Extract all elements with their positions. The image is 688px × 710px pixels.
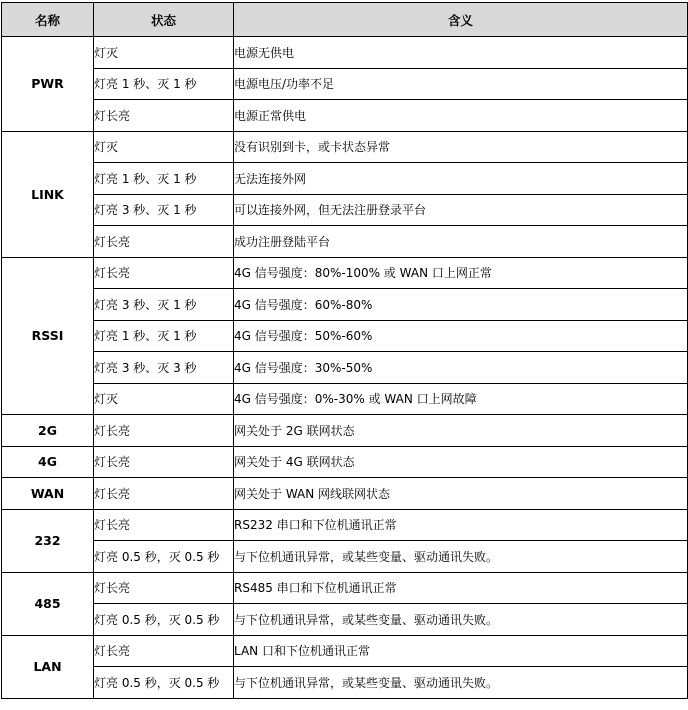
led-meaning-cell: 与下位机通讯异常，或某些变量、驱动通讯失败。 [234,667,688,699]
table-row [2,68,688,100]
led-meaning-cell: 4G 信号强度：60%-80% [234,289,688,321]
led-meaning-cell: 电源电压/功率不足 [234,68,688,100]
led-state-cell: 灯亮 1 秒、灭 1 秒 [94,163,234,195]
led-meaning-cell: 成功注册登陆平台 [234,226,688,258]
led-state-cell: 灯长亮 [94,257,234,289]
led-meaning-cell: RS485 串口和下位机通讯正常 [234,572,688,604]
led-meaning-cell: 可以连接外网，但无法注册登录平台 [234,194,688,226]
table-row [2,100,688,132]
table-row [2,194,688,226]
led-meaning-cell: 4G 信号强度：50%-60% [234,320,688,352]
led-status-table [1,2,688,699]
table-row [2,635,688,667]
led-state-cell: 灯长亮 [94,100,234,132]
header-name: 名称 [2,3,94,37]
table-row [2,509,688,541]
led-meaning-cell: RS232 串口和下位机通讯正常 [234,509,688,541]
led-state-cell: 灯亮 3 秒、灭 3 秒 [94,352,234,384]
led-state-cell: 灯亮 3 秒、灭 1 秒 [94,194,234,226]
led-meaning-cell: 网关处于 4G 联网状态 [234,446,688,478]
table-body [2,37,688,699]
led-meaning-cell: 与下位机通讯异常，或某些变量、驱动通讯失败。 [234,541,688,573]
table-row [2,131,688,163]
table-row [2,604,688,636]
led-state-cell: 灯亮 3 秒、灭 1 秒 [94,289,234,321]
led-name-cell: LAN [2,635,94,698]
led-meaning-cell: 没有识别到卡，或卡状态异常 [234,131,688,163]
led-state-cell: 灯长亮 [94,635,234,667]
led-name-cell: RSSI [2,257,94,415]
led-name-cell: 4G [2,446,94,478]
led-name-cell: PWR [2,37,94,132]
header-meaning: 含义 [234,3,688,37]
led-name-cell: 232 [2,509,94,572]
led-state-cell: 灯亮 1 秒、灭 1 秒 [94,68,234,100]
led-state-cell: 灯长亮 [94,509,234,541]
table-row [2,289,688,321]
table-row [2,37,688,69]
led-state-cell: 灯灭 [94,383,234,415]
table-row [2,226,688,258]
led-meaning-cell: 4G 信号强度：0%-30% 或 WAN 口上网故障 [234,383,688,415]
table-row [2,163,688,195]
table-row [2,257,688,289]
led-meaning-cell: 网关处于 2G 联网状态 [234,415,688,447]
header-state: 状态 [94,3,234,37]
header-row [2,3,688,37]
led-meaning-cell: LAN 口和下位机通讯正常 [234,635,688,667]
led-state-cell: 灯亮 0.5 秒，灭 0.5 秒 [94,667,234,699]
led-meaning-cell: 4G 信号强度：30%-50% [234,352,688,384]
table-row [2,352,688,384]
led-state-cell: 灯长亮 [94,478,234,510]
table-row [2,478,688,510]
led-state-cell: 灯长亮 [94,572,234,604]
table-row [2,415,688,447]
table-header [2,3,688,37]
led-state-cell: 灯灭 [94,131,234,163]
led-meaning-cell: 无法连接外网 [234,163,688,195]
led-name-cell: 2G [2,415,94,447]
led-state-cell: 灯长亮 [94,446,234,478]
table-row [2,383,688,415]
led-meaning-cell: 与下位机通讯异常，或某些变量、驱动通讯失败。 [234,604,688,636]
table-row [2,572,688,604]
table-row [2,320,688,352]
table-row [2,667,688,699]
led-meaning-cell: 电源正常供电 [234,100,688,132]
led-state-cell: 灯长亮 [94,415,234,447]
led-state-cell: 灯亮 1 秒、灭 1 秒 [94,320,234,352]
led-state-cell: 灯长亮 [94,226,234,258]
led-name-cell: 485 [2,572,94,635]
table-row [2,541,688,573]
led-state-cell: 灯亮 0.5 秒，灭 0.5 秒 [94,604,234,636]
led-state-cell: 灯灭 [94,37,234,69]
led-meaning-cell: 网关处于 WAN 网线联网状态 [234,478,688,510]
led-meaning-cell: 4G 信号强度：80%-100% 或 WAN 口上网正常 [234,257,688,289]
led-state-cell: 灯亮 0.5 秒，灭 0.5 秒 [94,541,234,573]
table-row [2,446,688,478]
led-name-cell: WAN [2,478,94,510]
led-meaning-cell: 电源无供电 [234,37,688,69]
led-name-cell: LINK [2,131,94,257]
